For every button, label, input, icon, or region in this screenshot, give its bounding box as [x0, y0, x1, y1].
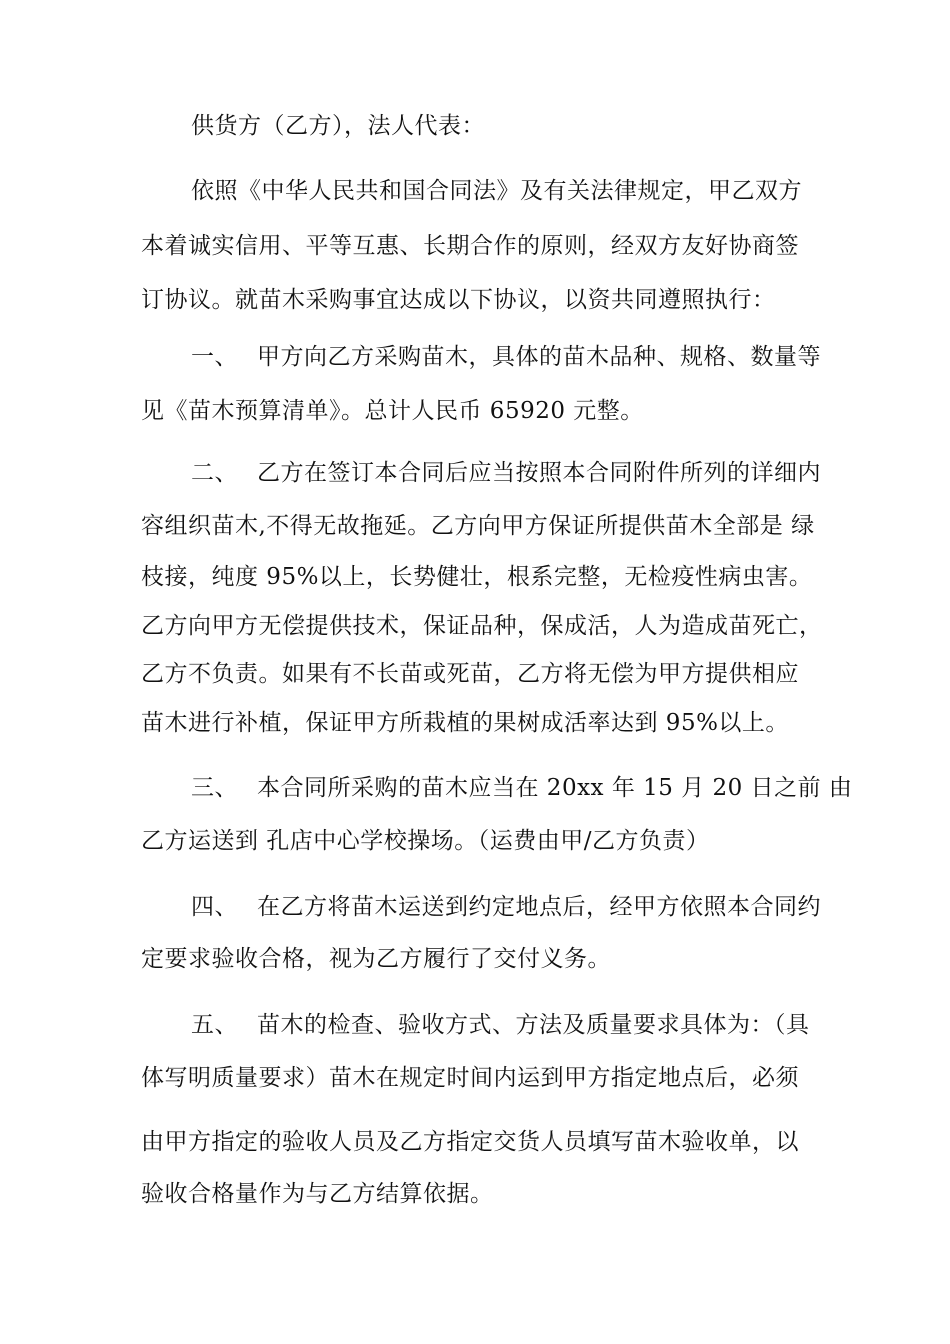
clause-5-text: 苗木的检查、验收方式、方法及质量要求具体为：（具 — [257, 1012, 810, 1038]
clause-4-first-line — [191, 892, 821, 922]
clause-2-line-5: 乙方不负责。如果有不长苗或死苗，乙方将无偿为甲方提供相应 — [141, 661, 799, 687]
clause-2-first-line — [191, 458, 821, 488]
closing-line-2: 验收合格量作为与乙方结算依据。 — [141, 1181, 494, 1207]
clause-5-line-2: 体写明质量要求）苗木在规定时间内运到甲方指定地点后，必须 — [141, 1065, 799, 1091]
clause-1-text: 甲方向乙方采购苗木，具体的苗木品种、规格、数量等 — [257, 344, 821, 370]
clause-2-text: 乙方在签订本合同后应当按照本合同附件所列的详细内 — [257, 460, 821, 486]
clause-4-line-2: 定要求验收合格，视为乙方履行了交付义务。 — [141, 946, 611, 972]
clause-4-text: 在乙方将苗木运送到约定地点后，经甲方依照本合同约 — [257, 894, 821, 920]
clause-5-number: 五、 — [191, 1012, 238, 1038]
clause-3-number: 三、 — [191, 775, 238, 801]
closing-line-1: 由甲方指定的验收人员及乙方指定交货人员填写苗木验收单，以 — [141, 1129, 799, 1155]
intro-line-1: 依照《中华人民共和国合同法》及有关法律规定，甲乙双方 — [191, 178, 802, 204]
clause-2-line-3: 枝接，纯度 95%以上，长势健壮，根系完整，无检疫性病虫害。 — [141, 564, 813, 590]
clause-2-line-2: 容组织苗木,不得无故拖延。乙方向甲方保证所提供苗木全部是 绿 — [141, 513, 815, 539]
clause-2-line-6: 苗木进行补植，保证甲方所栽植的果树成活率达到 95%以上。 — [141, 710, 789, 736]
clause-3-text: 本合同所采购的苗木应当在 20xx 年 15 月 20 日之前 由 — [257, 775, 853, 801]
intro-line-3: 订协议。就苗木采购事宜达成以下协议，以资共同遵照执行： — [141, 287, 776, 313]
clause-2-line-4: 乙方向甲方无偿提供技术，保证品种，保成活，人为造成苗死亡， — [141, 613, 823, 639]
clause-5-first-line — [191, 1010, 810, 1040]
clause-1-number: 一、 — [191, 344, 238, 370]
intro-line-2: 本着诚实信用、平等互惠、长期合作的原则，经双方友好协商签 — [141, 233, 799, 259]
clause-3-line-2: 乙方运送到 孔店中心学校操场。（运费由甲/乙方负责） — [141, 828, 710, 854]
clause-2-number: 二、 — [191, 460, 238, 486]
clause-3-first-line — [191, 773, 852, 803]
supplier-line: 供货方（乙方），法人代表： — [191, 113, 485, 139]
clause-1-first-line — [191, 342, 821, 372]
clause-4-number: 四、 — [191, 894, 238, 920]
clause-1-line-2: 见《苗木预算清单》。总计人民币 65920 元整。 — [141, 398, 644, 424]
